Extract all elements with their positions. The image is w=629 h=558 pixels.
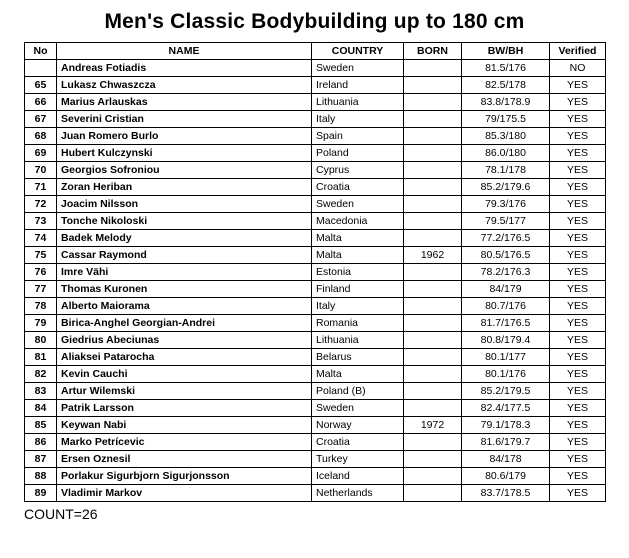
cell-verified: YES	[550, 179, 606, 196]
cell-bwbh: 85.2/179.6	[462, 179, 550, 196]
cell-born	[404, 298, 462, 315]
table-row	[25, 281, 606, 298]
column-header-bwbh: BW/BH	[462, 43, 550, 60]
cell-verified: YES	[550, 264, 606, 281]
cell-country: Croatia	[312, 179, 404, 196]
cell-no: 73	[25, 213, 57, 230]
column-header-no: No	[25, 43, 57, 60]
cell-no: 82	[25, 366, 57, 383]
table-row	[25, 94, 606, 111]
cell-born	[404, 230, 462, 247]
cell-verified: NO	[550, 60, 606, 77]
cell-bwbh: 86.0/180	[462, 145, 550, 162]
cell-name: Thomas Kuronen	[57, 281, 312, 298]
cell-name: Kevin Cauchi	[57, 366, 312, 383]
table-row	[25, 128, 606, 145]
cell-name: Severini Cristian	[57, 111, 312, 128]
cell-name: Porlakur Sigurbjorn Sigurjonsson	[57, 468, 312, 485]
cell-no: 71	[25, 179, 57, 196]
cell-born	[404, 400, 462, 417]
column-header-verified: Verified	[550, 43, 606, 60]
cell-bwbh: 79.1/178.3	[462, 417, 550, 434]
cell-no: 84	[25, 400, 57, 417]
table-row	[25, 77, 606, 94]
cell-verified: YES	[550, 77, 606, 94]
cell-verified: YES	[550, 400, 606, 417]
cell-country: Iceland	[312, 468, 404, 485]
column-header-born: BORN	[404, 43, 462, 60]
cell-country: Poland	[312, 145, 404, 162]
cell-no: 86	[25, 434, 57, 451]
cell-born	[404, 468, 462, 485]
cell-born: 1962	[404, 247, 462, 264]
cell-name: Ersen Oznesil	[57, 451, 312, 468]
cell-country: Malta	[312, 247, 404, 264]
table-header	[25, 43, 606, 60]
cell-name: Giedrius Abeciunas	[57, 332, 312, 349]
cell-born	[404, 315, 462, 332]
cell-bwbh: 80.8/179.4	[462, 332, 550, 349]
roster-table-container	[0, 42, 629, 502]
cell-name: Hubert Kulczynski	[57, 145, 312, 162]
table-row	[25, 485, 606, 502]
cell-no: 78	[25, 298, 57, 315]
table-row	[25, 451, 606, 468]
cell-no: 85	[25, 417, 57, 434]
table-row	[25, 213, 606, 230]
cell-no: 68	[25, 128, 57, 145]
cell-name: Alberto Maiorama	[57, 298, 312, 315]
cell-bwbh: 80.7/176	[462, 298, 550, 315]
cell-verified: YES	[550, 196, 606, 213]
cell-bwbh: 80.5/176.5	[462, 247, 550, 264]
cell-verified: YES	[550, 111, 606, 128]
table-row	[25, 315, 606, 332]
cell-bwbh: 82.4/177.5	[462, 400, 550, 417]
cell-verified: YES	[550, 417, 606, 434]
table-row	[25, 179, 606, 196]
cell-name: Aliaksei Patarocha	[57, 349, 312, 366]
cell-verified: YES	[550, 366, 606, 383]
cell-country: Sweden	[312, 60, 404, 77]
cell-verified: YES	[550, 94, 606, 111]
table-row	[25, 264, 606, 281]
cell-born	[404, 213, 462, 230]
cell-verified: YES	[550, 434, 606, 451]
page-title: Men's Classic Bodybuilding up to 180 cm	[104, 10, 525, 33]
cell-born	[404, 145, 462, 162]
cell-born	[404, 94, 462, 111]
cell-country: Cyprus	[312, 162, 404, 179]
cell-no: 76	[25, 264, 57, 281]
cell-name: Badek Melody	[57, 230, 312, 247]
table-row	[25, 247, 606, 264]
cell-no: 83	[25, 383, 57, 400]
cell-name: Keywan Nabi	[57, 417, 312, 434]
table-row	[25, 366, 606, 383]
table-body	[25, 60, 606, 502]
cell-no: 69	[25, 145, 57, 162]
cell-no: 66	[25, 94, 57, 111]
cell-bwbh: 78.2/176.3	[462, 264, 550, 281]
cell-bwbh: 79.3/176	[462, 196, 550, 213]
table-row	[25, 298, 606, 315]
cell-born	[404, 60, 462, 77]
cell-born	[404, 349, 462, 366]
cell-verified: YES	[550, 162, 606, 179]
cell-bwbh: 80.1/177	[462, 349, 550, 366]
cell-name: Marius Arlauskas	[57, 94, 312, 111]
cell-no: 81	[25, 349, 57, 366]
table-row	[25, 434, 606, 451]
cell-born	[404, 179, 462, 196]
cell-name: Lukasz Chwaszcza	[57, 77, 312, 94]
cell-bwbh: 85.3/180	[462, 128, 550, 145]
column-header-name: NAME	[57, 43, 312, 60]
cell-born	[404, 281, 462, 298]
cell-verified: YES	[550, 230, 606, 247]
cell-bwbh: 83.8/178.9	[462, 94, 550, 111]
cell-bwbh: 83.7/178.5	[462, 485, 550, 502]
cell-verified: YES	[550, 383, 606, 400]
table-row	[25, 230, 606, 247]
cell-bwbh: 84/178	[462, 451, 550, 468]
cell-verified: YES	[550, 298, 606, 315]
roster-table	[24, 42, 606, 502]
table-row	[25, 162, 606, 179]
cell-verified: YES	[550, 468, 606, 485]
cell-no: 75	[25, 247, 57, 264]
cell-country: Italy	[312, 111, 404, 128]
cell-born	[404, 485, 462, 502]
cell-country: Finland	[312, 281, 404, 298]
cell-name: Zoran Heriban	[57, 179, 312, 196]
cell-country: Italy	[312, 298, 404, 315]
cell-verified: YES	[550, 451, 606, 468]
cell-country: Estonia	[312, 264, 404, 281]
cell-no: 65	[25, 77, 57, 94]
cell-name: Georgios Sofroniou	[57, 162, 312, 179]
cell-bwbh: 84/179	[462, 281, 550, 298]
cell-bwbh: 79.5/177	[462, 213, 550, 230]
cell-country: Norway	[312, 417, 404, 434]
table-row	[25, 400, 606, 417]
cell-bwbh: 77.2/176.5	[462, 230, 550, 247]
cell-verified: YES	[550, 332, 606, 349]
cell-bwbh: 81.7/176.5	[462, 315, 550, 332]
cell-country: Lithuania	[312, 94, 404, 111]
table-row	[25, 332, 606, 349]
column-header-country: COUNTRY	[312, 43, 404, 60]
cell-born	[404, 128, 462, 145]
table-row	[25, 145, 606, 162]
cell-no: 89	[25, 485, 57, 502]
cell-born	[404, 196, 462, 213]
cell-name: Joacim Nilsson	[57, 196, 312, 213]
cell-no: 88	[25, 468, 57, 485]
cell-no: 77	[25, 281, 57, 298]
table-row	[25, 468, 606, 485]
cell-bwbh: 85.2/179.5	[462, 383, 550, 400]
cell-born	[404, 162, 462, 179]
cell-name: Marko Petrícevic	[57, 434, 312, 451]
cell-bwbh: 78.1/178	[462, 162, 550, 179]
cell-name: Vladimir Markov	[57, 485, 312, 502]
cell-country: Netherlands	[312, 485, 404, 502]
cell-bwbh: 80.1/176	[462, 366, 550, 383]
cell-bwbh: 80.6/179	[462, 468, 550, 485]
cell-name: Artur Wilemski	[57, 383, 312, 400]
cell-verified: YES	[550, 281, 606, 298]
table-header-row	[25, 43, 606, 60]
cell-born	[404, 383, 462, 400]
cell-country: Spain	[312, 128, 404, 145]
table-row	[25, 60, 606, 77]
cell-country: Ireland	[312, 77, 404, 94]
cell-country: Croatia	[312, 434, 404, 451]
cell-born	[404, 77, 462, 94]
cell-no: 74	[25, 230, 57, 247]
cell-no: 79	[25, 315, 57, 332]
document-page	[0, 10, 629, 558]
cell-name: Juan Romero Burlo	[57, 128, 312, 145]
cell-country: Turkey	[312, 451, 404, 468]
table-row	[25, 349, 606, 366]
cell-bwbh: 81.5/176	[462, 60, 550, 77]
cell-country: Macedonia	[312, 213, 404, 230]
table-row	[25, 383, 606, 400]
cell-no	[25, 60, 57, 77]
cell-country: Belarus	[312, 349, 404, 366]
table-row	[25, 111, 606, 128]
cell-country: Malta	[312, 230, 404, 247]
cell-country: Sweden	[312, 400, 404, 417]
cell-name: Birica-Anghel Georgian-Andrei	[57, 315, 312, 332]
table-row	[25, 196, 606, 213]
cell-country: Sweden	[312, 196, 404, 213]
cell-name: Cassar Raymond	[57, 247, 312, 264]
cell-verified: YES	[550, 349, 606, 366]
cell-born	[404, 111, 462, 128]
cell-name: Imre Vähi	[57, 264, 312, 281]
cell-no: 80	[25, 332, 57, 349]
cell-no: 87	[25, 451, 57, 468]
cell-bwbh: 81.6/179.7	[462, 434, 550, 451]
table-row	[25, 417, 606, 434]
cell-country: Poland (B)	[312, 383, 404, 400]
cell-verified: YES	[550, 145, 606, 162]
cell-name: Andreas Fotiadis	[57, 60, 312, 77]
cell-no: 72	[25, 196, 57, 213]
cell-country: Romania	[312, 315, 404, 332]
cell-born	[404, 332, 462, 349]
cell-born	[404, 366, 462, 383]
cell-country: Lithuania	[312, 332, 404, 349]
count-label: COUNT=26	[24, 506, 98, 522]
cell-country: Malta	[312, 366, 404, 383]
cell-born: 1972	[404, 417, 462, 434]
cell-born	[404, 264, 462, 281]
cell-verified: YES	[550, 247, 606, 264]
cell-no: 67	[25, 111, 57, 128]
cell-name: Patrik Larsson	[57, 400, 312, 417]
cell-verified: YES	[550, 315, 606, 332]
cell-verified: YES	[550, 485, 606, 502]
cell-born	[404, 434, 462, 451]
cell-born	[404, 451, 462, 468]
cell-bwbh: 82.5/178	[462, 77, 550, 94]
cell-bwbh: 79/175.5	[462, 111, 550, 128]
cell-no: 70	[25, 162, 57, 179]
cell-verified: YES	[550, 128, 606, 145]
cell-verified: YES	[550, 213, 606, 230]
cell-name: Tonche Nikoloski	[57, 213, 312, 230]
